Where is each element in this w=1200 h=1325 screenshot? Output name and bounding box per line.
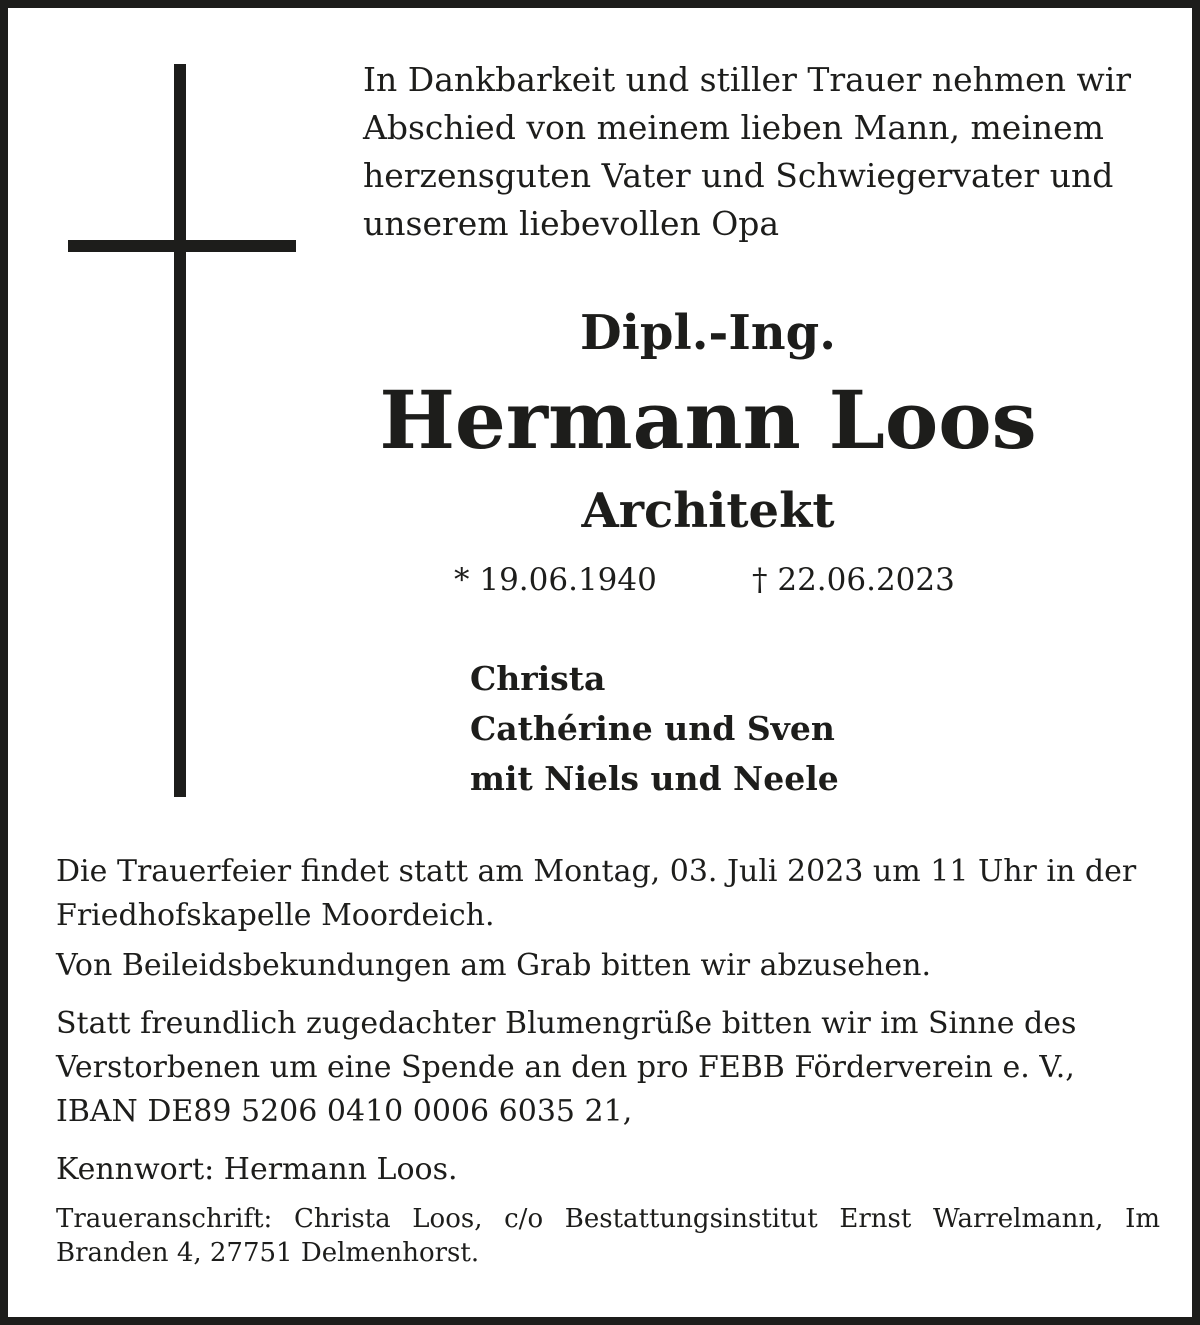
- mourners-list: [470, 654, 839, 804]
- mourner-line: mit Niels und Neele: [470, 759, 839, 798]
- donation-notice: Statt freundlich zugedachter Blumengrüße bitten wir im Sinne des Verstorbenen um eine Spende an den pro FEBB Förderverein e. V., IBAN DE89 5206 0410 0006 6035 21,: [56, 1006, 1077, 1129]
- profession: Architekt: [581, 483, 835, 539]
- donation-keyword: Kennwort: Hermann Loos.: [56, 1152, 458, 1187]
- mourner-line: Christa: [470, 659, 606, 698]
- birth-date: * 19.06.1940: [454, 562, 657, 598]
- intro-line: Abschied von meinem lieben Mann, meinem: [363, 108, 1104, 147]
- deceased-name: Hermann Loos: [379, 373, 1037, 467]
- intro-line: In Dankbarkeit und stiller Trauer nehmen wir: [363, 60, 1132, 99]
- cross-icon: [174, 64, 186, 797]
- academic-degree: Dipl.-Ing.: [580, 305, 836, 361]
- condolence-notice: Von Beileidsbekundungen am Grab bitten wir abzusehen.: [56, 948, 931, 983]
- intro-line: unserem liebevollen Opa: [363, 204, 780, 243]
- mourner-line: Cathérine und Sven: [470, 709, 835, 748]
- death-date: † 22.06.2023: [752, 562, 955, 598]
- cross-icon-crossbar: [68, 240, 296, 252]
- funeral-notice: Die Trauerfeier findet statt am Montag, 03. Juli 2023 um 11 Uhr in der Friedhofskapelle Moordeich.: [56, 854, 1137, 933]
- intro-text: [363, 56, 1163, 248]
- intro-line: herzensguten Vater und Schwiegervater und: [363, 156, 1114, 195]
- mourning-address: Traueranschrift: Christa Loos, c/o Bestattungsinstitut Ernst Warrelmann, Im Branden 4, 27751 Delmenhorst.: [56, 1204, 1160, 1268]
